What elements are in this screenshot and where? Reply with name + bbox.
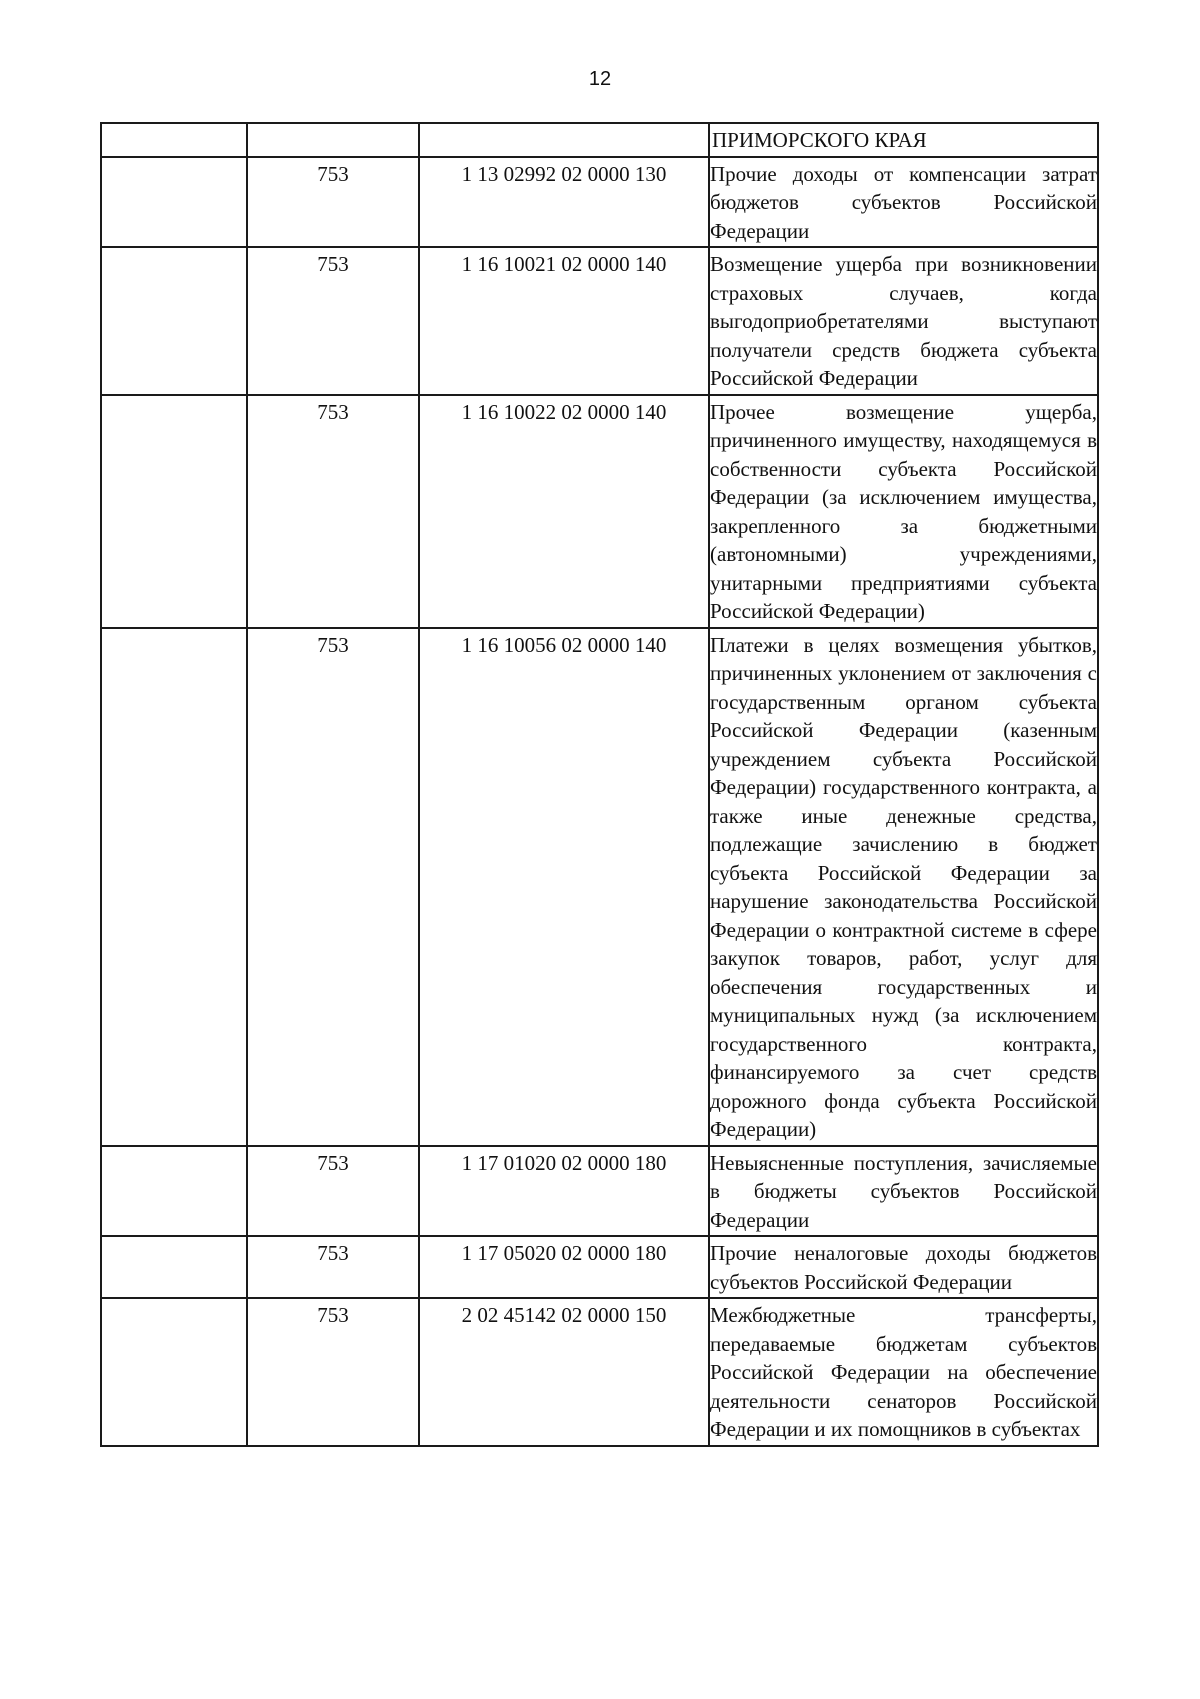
blank-cell (101, 1236, 247, 1298)
description-cell: Возмещение ущерба при возникновении страховых случаев, когда выгодоприобретателями выступают получатели средств бюджета субъекта Российской Федерации (709, 247, 1098, 395)
blank-cell (101, 395, 247, 628)
admin-code-cell: 753 (247, 1236, 419, 1298)
revenue-code-cell: 1 17 01020 02 0000 180 (419, 1146, 709, 1237)
admin-code-cell: 753 (247, 1298, 419, 1446)
revenue-code-cell (419, 123, 709, 157)
revenue-code-cell: 1 16 10056 02 0000 140 (419, 628, 709, 1146)
revenue-code-cell: 1 16 10022 02 0000 140 (419, 395, 709, 628)
admin-code-cell: 753 (247, 1146, 419, 1237)
admin-code-cell: 753 (247, 247, 419, 395)
description-cell: Межбюджетные трансферты, передаваемые бюджетам субъектов Российской Федерации на обеспечение деятельности сенаторов Российской Федерации и их помощников в субъектах (709, 1298, 1098, 1446)
admin-code-cell: 753 (247, 157, 419, 248)
table-row (101, 247, 1098, 395)
blank-cell (101, 123, 247, 157)
admin-code-cell: 753 (247, 395, 419, 628)
admin-code-cell: 753 (247, 628, 419, 1146)
blank-cell (101, 1298, 247, 1446)
blank-cell (101, 628, 247, 1146)
description-cell: Прочие неналоговые доходы бюджетов субъектов Российской Федерации (709, 1236, 1098, 1298)
description-cell: Прочее возмещение ущерба, причиненного имуществу, находящемуся в собственности субъекта Российской Федерации (за исключением имущества, закрепленного за бюджетными (автономными) учреждениями, унитарными предприятиями субъекта Российской Федерации) (709, 395, 1098, 628)
description-cell: Прочие доходы от компенсации затрат бюджетов субъектов Российской Федерации (709, 157, 1098, 248)
page-number: 12 (588, 68, 612, 90)
revenue-code-cell: 1 16 10021 02 0000 140 (419, 247, 709, 395)
revenue-code-cell: 1 13 02992 02 0000 130 (419, 157, 709, 248)
blank-cell (101, 1146, 247, 1237)
description-cell: Платежи в целях возмещения убытков, причиненных уклонением от заключения с государственным органом субъекта Российской Федерации (казенным учреждением субъекта Российской Федерации) государственного контракта, а также иные денежные средства, подлежащие зачислению в бюджет субъекта Российской Федерации за нарушение законодательства Российской Федерации о контрактной системе в сфере закупок товаров, работ, услуг для обеспечения государственных и муниципальных нужд (за исключением государственного контракта, финансируемого за счет средств дорожного фонда субъекта Российской Федерации) (709, 628, 1098, 1146)
description-cell: ПРИМОРСКОГО КРАЯ (709, 123, 1098, 157)
table-row (101, 157, 1098, 248)
blank-cell (101, 247, 247, 395)
description-cell: Невыясненные поступления, зачисляемые в бюджеты субъектов Российской Федерации (709, 1146, 1098, 1237)
table-row (101, 628, 1098, 1146)
table-row (101, 395, 1098, 628)
blank-cell (101, 157, 247, 248)
revenue-codes-table (100, 122, 1099, 1447)
table-row (101, 1298, 1098, 1446)
table-row (101, 1236, 1098, 1298)
revenue-code-cell: 1 17 05020 02 0000 180 (419, 1236, 709, 1298)
admin-code-cell (247, 123, 419, 157)
table-row (101, 1146, 1098, 1237)
revenue-code-cell: 2 02 45142 02 0000 150 (419, 1298, 709, 1446)
table-row (101, 123, 1098, 157)
